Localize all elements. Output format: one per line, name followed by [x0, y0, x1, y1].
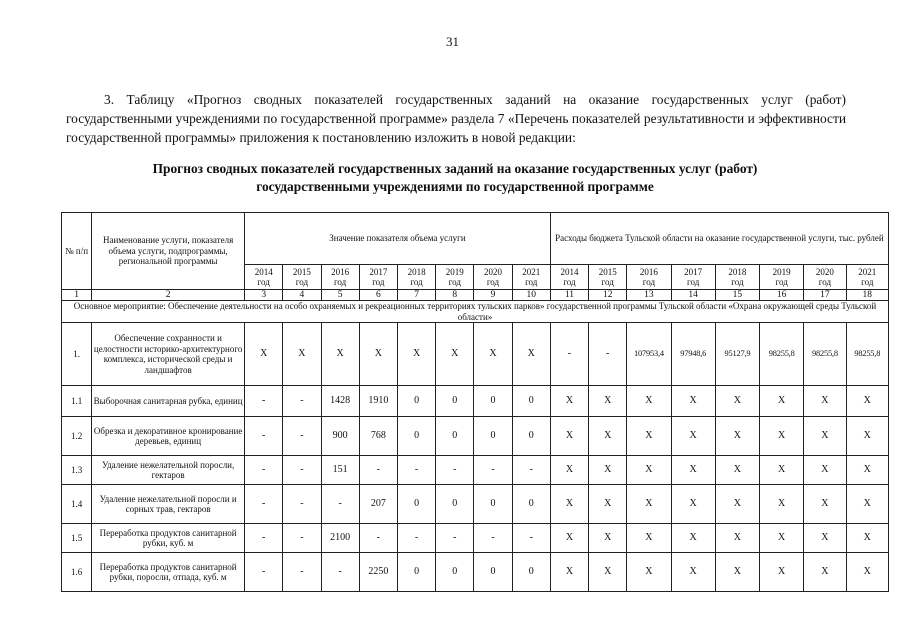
budget-value: 95127,9	[715, 323, 759, 386]
budget-year-header	[550, 265, 588, 290]
year-suffix: год	[601, 277, 614, 287]
row-number: 1.3	[62, 456, 92, 485]
volume-value: -	[283, 456, 321, 485]
year-suffix: год	[563, 277, 576, 287]
title-line-2: государственными учреждениями по государственной программе	[256, 179, 654, 194]
volume-value: Х	[245, 323, 283, 386]
year-label: 2018	[728, 266, 747, 277]
column-number: 15	[715, 290, 759, 301]
budget-value: 98255,8	[804, 323, 846, 386]
budget-value: Х	[627, 524, 671, 553]
row-number: 1.1	[62, 386, 92, 417]
volume-value: 0	[436, 553, 474, 592]
year-suffix: год	[731, 277, 744, 287]
row-name: Обрезка и декоративное кронирование деревьев, единиц	[92, 417, 245, 456]
budget-value: Х	[760, 456, 804, 485]
column-number: 9	[474, 290, 512, 301]
budget-value: Х	[550, 485, 588, 524]
table-row	[62, 553, 889, 592]
budget-value: Х	[804, 553, 846, 592]
budget-value: Х	[715, 417, 759, 456]
column-number: 5	[321, 290, 359, 301]
column-number: 8	[436, 290, 474, 301]
row-name: Удаление нежелательной поросли и сорных трав, гектаров	[92, 485, 245, 524]
year-suffix: год	[295, 277, 309, 287]
title-line-1: Прогноз сводных показателей государственных заданий на оказание государственных услуг (работ)	[152, 161, 758, 176]
volume-value: Х	[359, 323, 397, 386]
volume-value: 2250	[359, 553, 397, 592]
header-volume-group: Значение показателя объема услуги	[245, 213, 551, 265]
column-number: 17	[804, 290, 846, 301]
volume-value: -	[245, 524, 283, 553]
year-label: 2014	[560, 266, 579, 277]
column-number: 10	[512, 290, 550, 301]
row-number: 1.4	[62, 485, 92, 524]
volume-year-header	[359, 265, 397, 290]
year-suffix: год	[372, 277, 385, 287]
header-name: Наименование услуги, показателя объема услуги, подпрограммы, региональной программы	[92, 213, 245, 290]
year-label: 2017	[684, 266, 703, 277]
table-row	[62, 417, 889, 456]
volume-year-header	[245, 265, 283, 290]
row-name: Обеспечение сохранности и целостности историко-архитектурного комплекса, исторической среды и ландшафтов	[92, 323, 245, 386]
volume-value: 0	[512, 417, 550, 456]
volume-value: Х	[512, 323, 550, 386]
budget-value: Х	[589, 417, 627, 456]
volume-value: 0	[436, 485, 474, 524]
budget-value: Х	[627, 417, 671, 456]
column-number: 3	[245, 290, 283, 301]
year-suffix: год	[486, 277, 500, 287]
volume-value: -	[245, 456, 283, 485]
year-suffix: год	[333, 277, 347, 287]
budget-value: Х	[760, 485, 804, 524]
table-row	[62, 323, 889, 386]
budget-value: Х	[589, 456, 627, 485]
budget-value: 107953,4	[627, 323, 671, 386]
column-number: 7	[397, 290, 435, 301]
budget-value: -	[550, 323, 588, 386]
volume-value: -	[474, 524, 512, 553]
column-number: 18	[846, 290, 888, 301]
volume-value: 900	[321, 417, 359, 456]
column-number: 6	[359, 290, 397, 301]
budget-year-header	[627, 265, 671, 290]
column-number: 13	[627, 290, 671, 301]
row-number: 1.5	[62, 524, 92, 553]
year-suffix: год	[818, 277, 832, 287]
volume-value: -	[283, 485, 321, 524]
budget-value: Х	[804, 524, 846, 553]
volume-value: 0	[512, 553, 550, 592]
volume-value: 0	[397, 553, 435, 592]
year-suffix: год	[642, 277, 656, 287]
table-row	[62, 456, 889, 485]
budget-value: Х	[671, 485, 715, 524]
year-suffix: год	[257, 277, 270, 287]
volume-value: 0	[397, 386, 435, 417]
row-number: 1.6	[62, 553, 92, 592]
budget-value: -	[589, 323, 627, 386]
budget-value: Х	[804, 485, 846, 524]
budget-year-header	[846, 265, 888, 290]
budget-value: Х	[671, 456, 715, 485]
volume-value: 0	[436, 417, 474, 456]
document-title	[60, 160, 850, 196]
volume-value: Х	[474, 323, 512, 386]
volume-value: -	[245, 417, 283, 456]
table-row	[62, 485, 889, 524]
budget-value: Х	[627, 553, 671, 592]
column-number: 4	[283, 290, 321, 301]
budget-value: Х	[760, 417, 804, 456]
volume-value: -	[283, 386, 321, 417]
year-suffix: год	[775, 277, 788, 287]
volume-value: 0	[397, 485, 435, 524]
volume-value: 0	[474, 553, 512, 592]
volume-value: -	[245, 485, 283, 524]
budget-value: Х	[671, 553, 715, 592]
volume-value: 1428	[321, 386, 359, 417]
column-number: 2	[92, 290, 245, 301]
year-label: 2016	[639, 266, 658, 277]
volume-year-header	[397, 265, 435, 290]
budget-value: Х	[804, 417, 846, 456]
volume-value: Х	[397, 323, 435, 386]
year-label: 2019	[772, 266, 791, 277]
budget-value: Х	[846, 417, 888, 456]
budget-value: 98255,8	[760, 323, 804, 386]
volume-value: -	[436, 524, 474, 553]
volume-value: -	[321, 553, 359, 592]
year-label: 2021	[858, 266, 877, 277]
volume-value: -	[397, 456, 435, 485]
volume-value: 0	[474, 485, 512, 524]
volume-value: 1910	[359, 386, 397, 417]
budget-year-header	[760, 265, 804, 290]
volume-value: 0	[474, 386, 512, 417]
budget-value: Х	[550, 456, 588, 485]
volume-value: 0	[436, 386, 474, 417]
budget-year-header	[671, 265, 715, 290]
header-row	[62, 213, 889, 265]
column-number: 1	[62, 290, 92, 301]
budget-value: Х	[760, 553, 804, 592]
volume-value: -	[359, 456, 397, 485]
volume-year-header	[321, 265, 359, 290]
budget-year-header	[589, 265, 627, 290]
year-label: 2015	[292, 266, 311, 277]
volume-year-header	[512, 265, 550, 290]
budget-value: Х	[589, 524, 627, 553]
section-title: Основное мероприятие: Обеспечение деятельности на особо охраняемых и рекреационных территориях тульских парков» государственной программы Тульской области «Охрана окружающей среды Тульской области»	[62, 301, 889, 323]
intro-paragraph: 3. Таблицу «Прогноз сводных показателей государственных заданий на оказание государственных услуг (работ) государственными учреждениями по государственной программе» раздела 7 «Перечень показателей результативности и эффективности государственной программы» приложения к постановлению изложить в новой редакции:	[66, 92, 846, 145]
budget-value: 98255,8	[846, 323, 888, 386]
budget-year-header	[715, 265, 759, 290]
volume-value: -	[245, 386, 283, 417]
budget-value: Х	[550, 524, 588, 553]
year-suffix: год	[410, 277, 423, 287]
column-number: 16	[760, 290, 804, 301]
row-number: 1.2	[62, 417, 92, 456]
budget-value: Х	[715, 524, 759, 553]
table-row	[62, 524, 889, 553]
budget-value: Х	[627, 456, 671, 485]
header-budget-group: Расходы бюджета Тульской области на оказание государственной услуги, тыс. рублей	[550, 213, 888, 265]
column-number: 14	[671, 290, 715, 301]
volume-value: -	[512, 456, 550, 485]
year-suffix: год	[687, 277, 700, 287]
volume-value: -	[436, 456, 474, 485]
year-label: 2020	[484, 266, 502, 277]
column-number: 11	[550, 290, 588, 301]
volume-value: 0	[512, 485, 550, 524]
year-label: 2017	[369, 266, 388, 277]
year-suffix: год	[861, 277, 874, 287]
budget-value: Х	[715, 386, 759, 417]
volume-value: -	[283, 524, 321, 553]
volume-value: 768	[359, 417, 397, 456]
budget-value: Х	[846, 524, 888, 553]
budget-value: Х	[589, 386, 627, 417]
page-number: 31	[446, 34, 459, 49]
budget-value: Х	[804, 456, 846, 485]
volume-value: Х	[283, 323, 321, 386]
budget-value: Х	[671, 417, 715, 456]
budget-value: Х	[550, 553, 588, 592]
column-number-row	[62, 290, 889, 301]
volume-value: -	[397, 524, 435, 553]
volume-value: 207	[359, 485, 397, 524]
volume-value: 151	[321, 456, 359, 485]
year-label: 2018	[407, 266, 426, 277]
row-name: Переработка продуктов санитарной рубки, поросли, отпада, куб. м	[92, 553, 245, 592]
volume-value: -	[512, 524, 550, 553]
volume-value: -	[283, 417, 321, 456]
forecast-table	[61, 212, 889, 592]
year-label: 2016	[331, 266, 350, 277]
volume-year-header	[474, 265, 512, 290]
budget-year-header	[804, 265, 846, 290]
row-name: Удаление нежелательной поросли, гектаров	[92, 456, 245, 485]
budget-value: Х	[715, 553, 759, 592]
volume-year-header	[436, 265, 474, 290]
volume-value: Х	[436, 323, 474, 386]
row-name: Переработка продуктов санитарной рубки, куб. м	[92, 524, 245, 553]
budget-value: Х	[804, 386, 846, 417]
year-suffix: год	[525, 277, 538, 287]
volume-value: -	[283, 553, 321, 592]
budget-value: 97948,6	[671, 323, 715, 386]
year-label: 2020	[815, 266, 834, 277]
volume-value: 0	[397, 417, 435, 456]
budget-value: Х	[760, 524, 804, 553]
budget-value: Х	[627, 386, 671, 417]
volume-value: 0	[474, 417, 512, 456]
budget-value: Х	[550, 417, 588, 456]
volume-value: -	[359, 524, 397, 553]
budget-value: Х	[589, 553, 627, 592]
budget-value: Х	[760, 386, 804, 417]
row-name: Выборочная санитарная рубка, единиц	[92, 386, 245, 417]
budget-value: Х	[671, 386, 715, 417]
year-label: 2014	[254, 266, 273, 277]
budget-value: Х	[846, 485, 888, 524]
header-num: № п/п	[62, 213, 92, 290]
budget-value: Х	[550, 386, 588, 417]
volume-value: 0	[512, 386, 550, 417]
year-label: 2019	[445, 266, 464, 277]
volume-year-header	[283, 265, 321, 290]
budget-value: Х	[846, 386, 888, 417]
volume-value: -	[245, 553, 283, 592]
budget-value: Х	[715, 485, 759, 524]
year-label: 2015	[598, 266, 617, 277]
budget-value: Х	[671, 524, 715, 553]
column-number: 12	[589, 290, 627, 301]
volume-value: -	[321, 485, 359, 524]
budget-value: Х	[589, 485, 627, 524]
volume-value: Х	[321, 323, 359, 386]
table-row	[62, 386, 889, 417]
year-suffix: год	[448, 277, 461, 287]
row-number: 1.	[62, 323, 92, 386]
year-label: 2021	[522, 266, 541, 277]
budget-value: Х	[715, 456, 759, 485]
budget-value: Х	[846, 553, 888, 592]
section-row	[62, 301, 889, 323]
budget-value: Х	[846, 456, 888, 485]
volume-value: 2100	[321, 524, 359, 553]
volume-value: -	[474, 456, 512, 485]
budget-value: Х	[627, 485, 671, 524]
